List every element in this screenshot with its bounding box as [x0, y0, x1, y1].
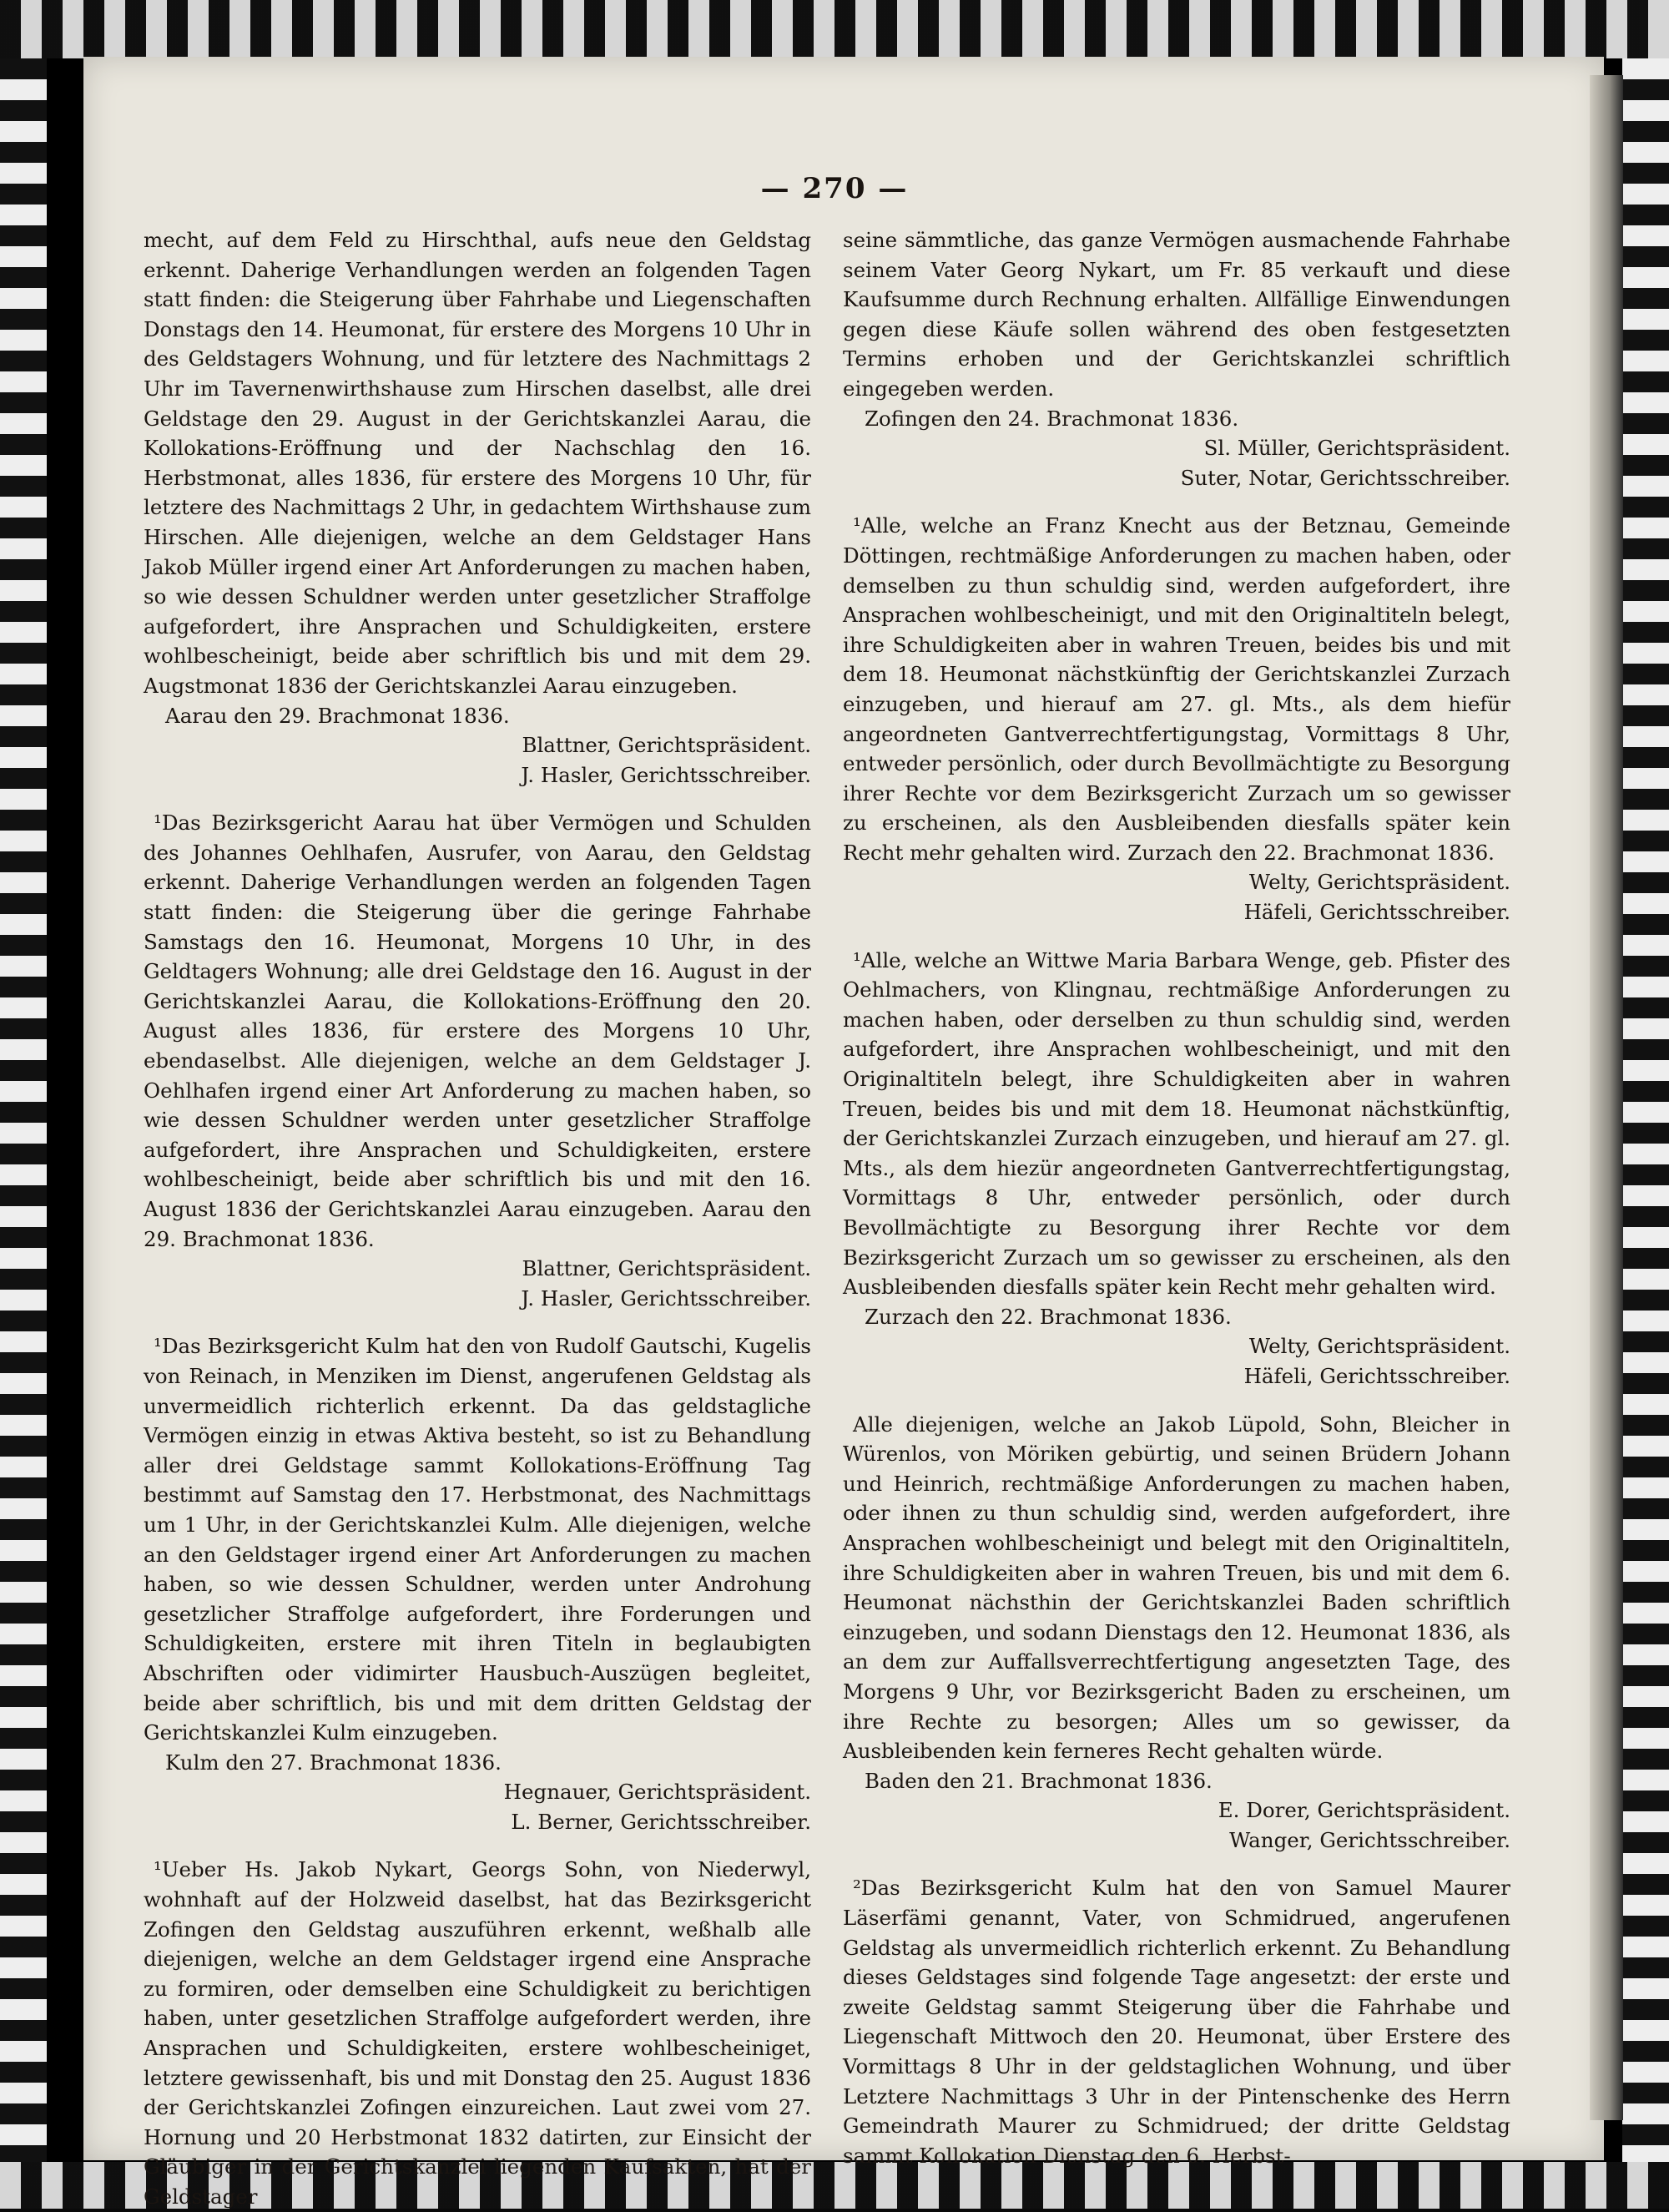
- notice-luepold-dateline: Baden den 21. Brachmonat 1836.: [865, 1768, 1213, 1793]
- notice-luepold-signature-clerk: Wanger, Gerichtsschreiber.: [1229, 1827, 1510, 1852]
- notice-gautschi-signature-president: Hegnauer, Gerichtspräsident.: [503, 1780, 811, 1805]
- scan-calibration-strip-left: [0, 58, 47, 2162]
- page-number: — 270 —: [760, 172, 909, 205]
- scan-calibration-strip-right: [1622, 58, 1669, 2162]
- left-column: [144, 225, 811, 2212]
- notice-nykart-signature-president: Sl. Müller, Gerichtspräsident.: [1203, 436, 1510, 461]
- notice-oehlhafen-signature-president: Blattner, Gerichtspräsident.: [522, 1256, 811, 1281]
- notice-wenge-dateline: Zurzach den 22. Brachmonat 1836.: [865, 1304, 1232, 1329]
- notice-wenge-signature-president: Welty, Gerichtspräsident.: [1248, 1334, 1510, 1359]
- notice-nykart-signature-clerk: Suter, Notar, Gerichtsschreiber.: [1180, 465, 1510, 490]
- notice-oehlhafen-text: ¹Das Bezirksgericht Aarau hat über Vermögen und Schulden des Johannes Oehlhafen, Ausrufer, von Aarau, den Geldstag erkennt. Daherige Verhandlungen werden an folgenden Tagen statt finden: die Steigerung über die geringe Fahrhabe Samstags den 16. Heumonat, Morgens 10 Uhr, in des Geldtagers Wohnung; alle drei Geldstage den 16. August in der Gerichtskanzlei Aarau, die Kollokations-Eröffnung den 20. August alles 1836, für erstere des Morgens 10 Uhr, ebendaselbst. Alle diejenigen, welche an dem Geldstager J. Oehlhafen irgend einer Art Anforderung zu machen haben, so wie dessen Schuldner werden unter gesetzlicher Straffolge aufgefordert, ihre Ansprachen und Schuldigkeiten, erstere wohlbescheinigt, beide aber schriftlich bis und mit den 16. August 1836 der Gerichtskanzlei Aarau einzugeben. Aarau den 29. Brachmonat 1836.: [144, 811, 811, 1251]
- page-edge: [1590, 75, 1623, 2120]
- notice-maurer-text: ²Das Bezirksgericht Kulm hat den von Samuel Maurer Läserfämi genannt, Vater, von Schmidrued, angerufenen Geldstag als unvermeidlich richterlich erkennt. Zu Behandlung dieses Geldstages sind folgende Tage angesetzt: der erste und zweite Geldstag sammt Steigerung über die Fahrhabe und Liegenschaft Mittwoch den 20. Heumonat, über Erstere des Vormittags 8 Uhr in der geldstaglichen Wohnung, und über Letztere Nachmittags 3 Uhr in der Pintenschenke des Herrn Gemeindrath Maurer zu Schmidrued; der dritte Geldstag sammt Kollokation Dienstag den 6. Herbst-: [843, 1876, 1510, 2168]
- notice-luepold-signature-president: E. Dorer, Gerichtspräsident.: [1218, 1798, 1510, 1823]
- notice-knecht-text: ¹Alle, welche an Franz Knecht aus der Betznau, Gemeinde Döttingen, rechtmäßige Anforderungen zu machen haben, oder demselben zu thun schuldig sind, werden aufgefordert, ihre Ansprachen wohlbescheinigt, und mit den Originaltiteln belegt, ihre Schuldigkeiten aber in wahren Treuen, beides bis und mit dem 18. Heumonat nächstkünftig der Gerichtskanzlei Zurzach einzugeben, und hierauf am 27. gl. Mts., als dem hiefür angeordneten Gantverrechtfertigungstag, Vormittags 8 Uhr, entweder persönlich, oder durch Bevollmächtigte zu Besorgung ihrer Rechte vor dem Bezirksgericht Zurzach um so gewisser zu erscheinen, als den Ausbleibenden diesfalls später kein Recht mehr gehalten wird. Zurzach den 22. Brachmonat 1836.: [843, 513, 1510, 865]
- notice-hirschthal-signature-clerk: J. Hasler, Gerichtsschreiber.: [521, 762, 811, 787]
- right-column: [843, 225, 1510, 2170]
- scan-calibration-strip-top: [0, 0, 1669, 58]
- notice-wenge-signature-clerk: Häfeli, Gerichtsschreiber.: [1243, 1363, 1510, 1388]
- notice-nykart-dateline: Zofingen den 24. Brachmonat 1836.: [865, 406, 1239, 431]
- notice-knecht-signature-president: Welty, Gerichtspräsident.: [1248, 870, 1510, 895]
- notice-gautschi-signature-clerk: L. Berner, Gerichtsschreiber.: [511, 1809, 811, 1834]
- notice-wenge-text: ¹Alle, welche an Wittwe Maria Barbara Wenge, geb. Pfister des Oehlmachers, von Klingnau, rechtmäßige Anforderungen zu machen haben, oder derselben zu thun schuldig sind, werden aufgefordert, ihre Ansprachen wohlbescheinigt, und mit den Originaltiteln belegt, ihre Schuldigkeiten aber in wahren Treuen, beides bis und mit dem 18. Heumonat nächstkünftig, der Gerichtskanzlei Zurzach einzugeben, und hierauf am 27. gl. Mts., als dem hiezür angeordneten Gantverrechtfertigungstag, Vormittags 8 Uhr, entweder persönlich, oder durch Bevollmächtigte zu Besorgung ihrer Rechte vor dem Bezirksgericht Zurzach um so gewisser zu erscheinen, als den Ausbleibenden diesfalls später kein Recht mehr gehalten wird.: [843, 947, 1510, 1300]
- notice-nykart-continued-text: seine sämmtliche, das ganze Vermögen ausmachende Fahrhabe seinem Vater Georg Nykart, um Fr. 85 verkauft und diese Kaufsumme durch Rechnung erhalten. Allfällige Einwendungen gegen diese Käufe sollen während des oben festgesetzten Termins erhoben und der Gerichtskanzlei schriftlich eingegeben werden.: [843, 228, 1510, 401]
- notice-oehlhafen-signature-clerk: J. Hasler, Gerichtsschreiber.: [521, 1285, 811, 1311]
- notice-hirschthal-dateline: Aarau den 29. Brachmonat 1836.: [165, 703, 510, 728]
- notice-hirschthal-signature-president: Blattner, Gerichtspräsident.: [522, 733, 811, 758]
- notice-luepold-text: Alle diejenigen, welche an Jakob Lüpold, Sohn, Bleicher in Würenlos, von Möriken gebürtig, und seinen Brüdern Johann und Heinrich, rechtmäßige Anforderungen zu machen haben, oder ihnen zu thun schuldig sind, werden aufgefordert, ihre Ansprachen wohlbescheinigt und belegt mit den Originaltiteln, ihre Schuldigkeiten aber in wahren Treuen, bis und mit dem 6. Heumonat nächsthin der Gerichtskanzlei Baden schriftlich einzugeben, und sodann Dienstags den 12. Heumonat 1836, als an dem zur Auffallsverrechtfertigung angesetzten Tage, des Morgens 9 Uhr, vor Bezirksgericht Baden zu erscheinen, um ihre Rechte zu besorgen; Alles um so gewisser, da Ausbleibenden kein ferneres Recht gehalten würde.: [843, 1412, 1510, 1764]
- notice-hirschthal-text: mecht, auf dem Feld zu Hirschthal, aufs neue den Geldstag erkennt. Daherige Verhandlungen werden an folgenden Tagen statt finden: die Steigerung über Fahrhabe und Liegenschaften Donstags den 14. Heumonat, für erstere des Morgens 10 Uhr in des Geldstagers Wohnung, und für letztere des Nachmittags 2 Uhr im Tavernenwirthshause zum Hirschen daselbst, alle drei Geldstage den 29. August in der Gerichtskanzlei Aarau, die Kollokations-Eröffnung und der Nachschlag den 16. Herbstmonat, alles 1836, für erstere des Morgens 10 Uhr, für letztere des Nachmittags 2 Uhr, in gedachtem Wirthshause zum Hirschen. Alle diejenigen, welche an dem Geldstager Hans Jakob Müller irgend einer Art Anforderungen zu machen haben, so wie dessen Schuldner werden unter gesetzlicher Straffolge aufgefordert, ihre Ansprachen und Schuldigkeiten, erstere wohlbescheinigt, beide aber schriftlich bis und mit dem 29. Augstmonat 1836 der Gerichtskanzlei Aarau einzugeben.: [144, 228, 811, 698]
- notice-nykart-text: ¹Ueber Hs. Jakob Nykart, Georgs Sohn, von Niederwyl, wohnhaft auf der Holzweid daselbst, hat das Bezirksgericht Zofingen den Geldstag auszuführen erkennt, weßhalb alle diejenigen, welche an dem Geldstager irgend eine Ansprache zu formiren, oder demselben eine Schuldigkeit zu berichtigen haben, unter gesetzlichen Straffolge aufgefordert werden, ihre Ansprachen und Schuldigkeiten, erstere wohlbescheiniget, letztere gewissenhaft, bis und mit Donstag den 25. August 1836 der Gerichtskanzlei Zofingen einzureichen. Laut zwei vom 27. Hornung und 20 Herbstmonat 1832 datirten, zur Einsicht der Gläubiger in der Gerichtskanzlei liegenden Kaufsakten, hat der Geldstager: [144, 1857, 811, 2209]
- notice-knecht-signature-clerk: Häfeli, Gerichtsschreiber.: [1243, 900, 1510, 925]
- notice-gautschi-dateline: Kulm den 27. Brachmonat 1836.: [165, 1750, 502, 1775]
- notice-gautschi-text: ¹Das Bezirksgericht Kulm hat den von Rudolf Gautschi, Kugelis von Reinach, in Menziken im Dienst, angerufenen Geldstag als unvermeidlich richterlich erkennt. Da das geldstagliche Vermögen einzig in etwas Aktiva besteht, so ist zu Behandlung aller drei Geldstage sammt Kollokations-Eröffnung Tag bestimmt auf Samstag den 17. Herbstmonat, des Nachmittags um 1 Uhr, in der Gerichtskanzlei Kulm. Alle diejenigen, welche an den Geldstager irgend einer Art Anforderungen zu machen haben, so wie dessen Schuldner, werden unter Androhung gesetzlicher Straffolge aufgefordert, ihre Forderungen und Schuldigkeiten, erstere mit ihren Titeln in beglaubigten Abschriften oder vidimirter Hausbuch-Auszügen begleitet, beide aber schriftlich, bis und mit dem dritten Geldstag der Gerichtskanzlei Kulm einzugeben.: [144, 1334, 811, 1745]
